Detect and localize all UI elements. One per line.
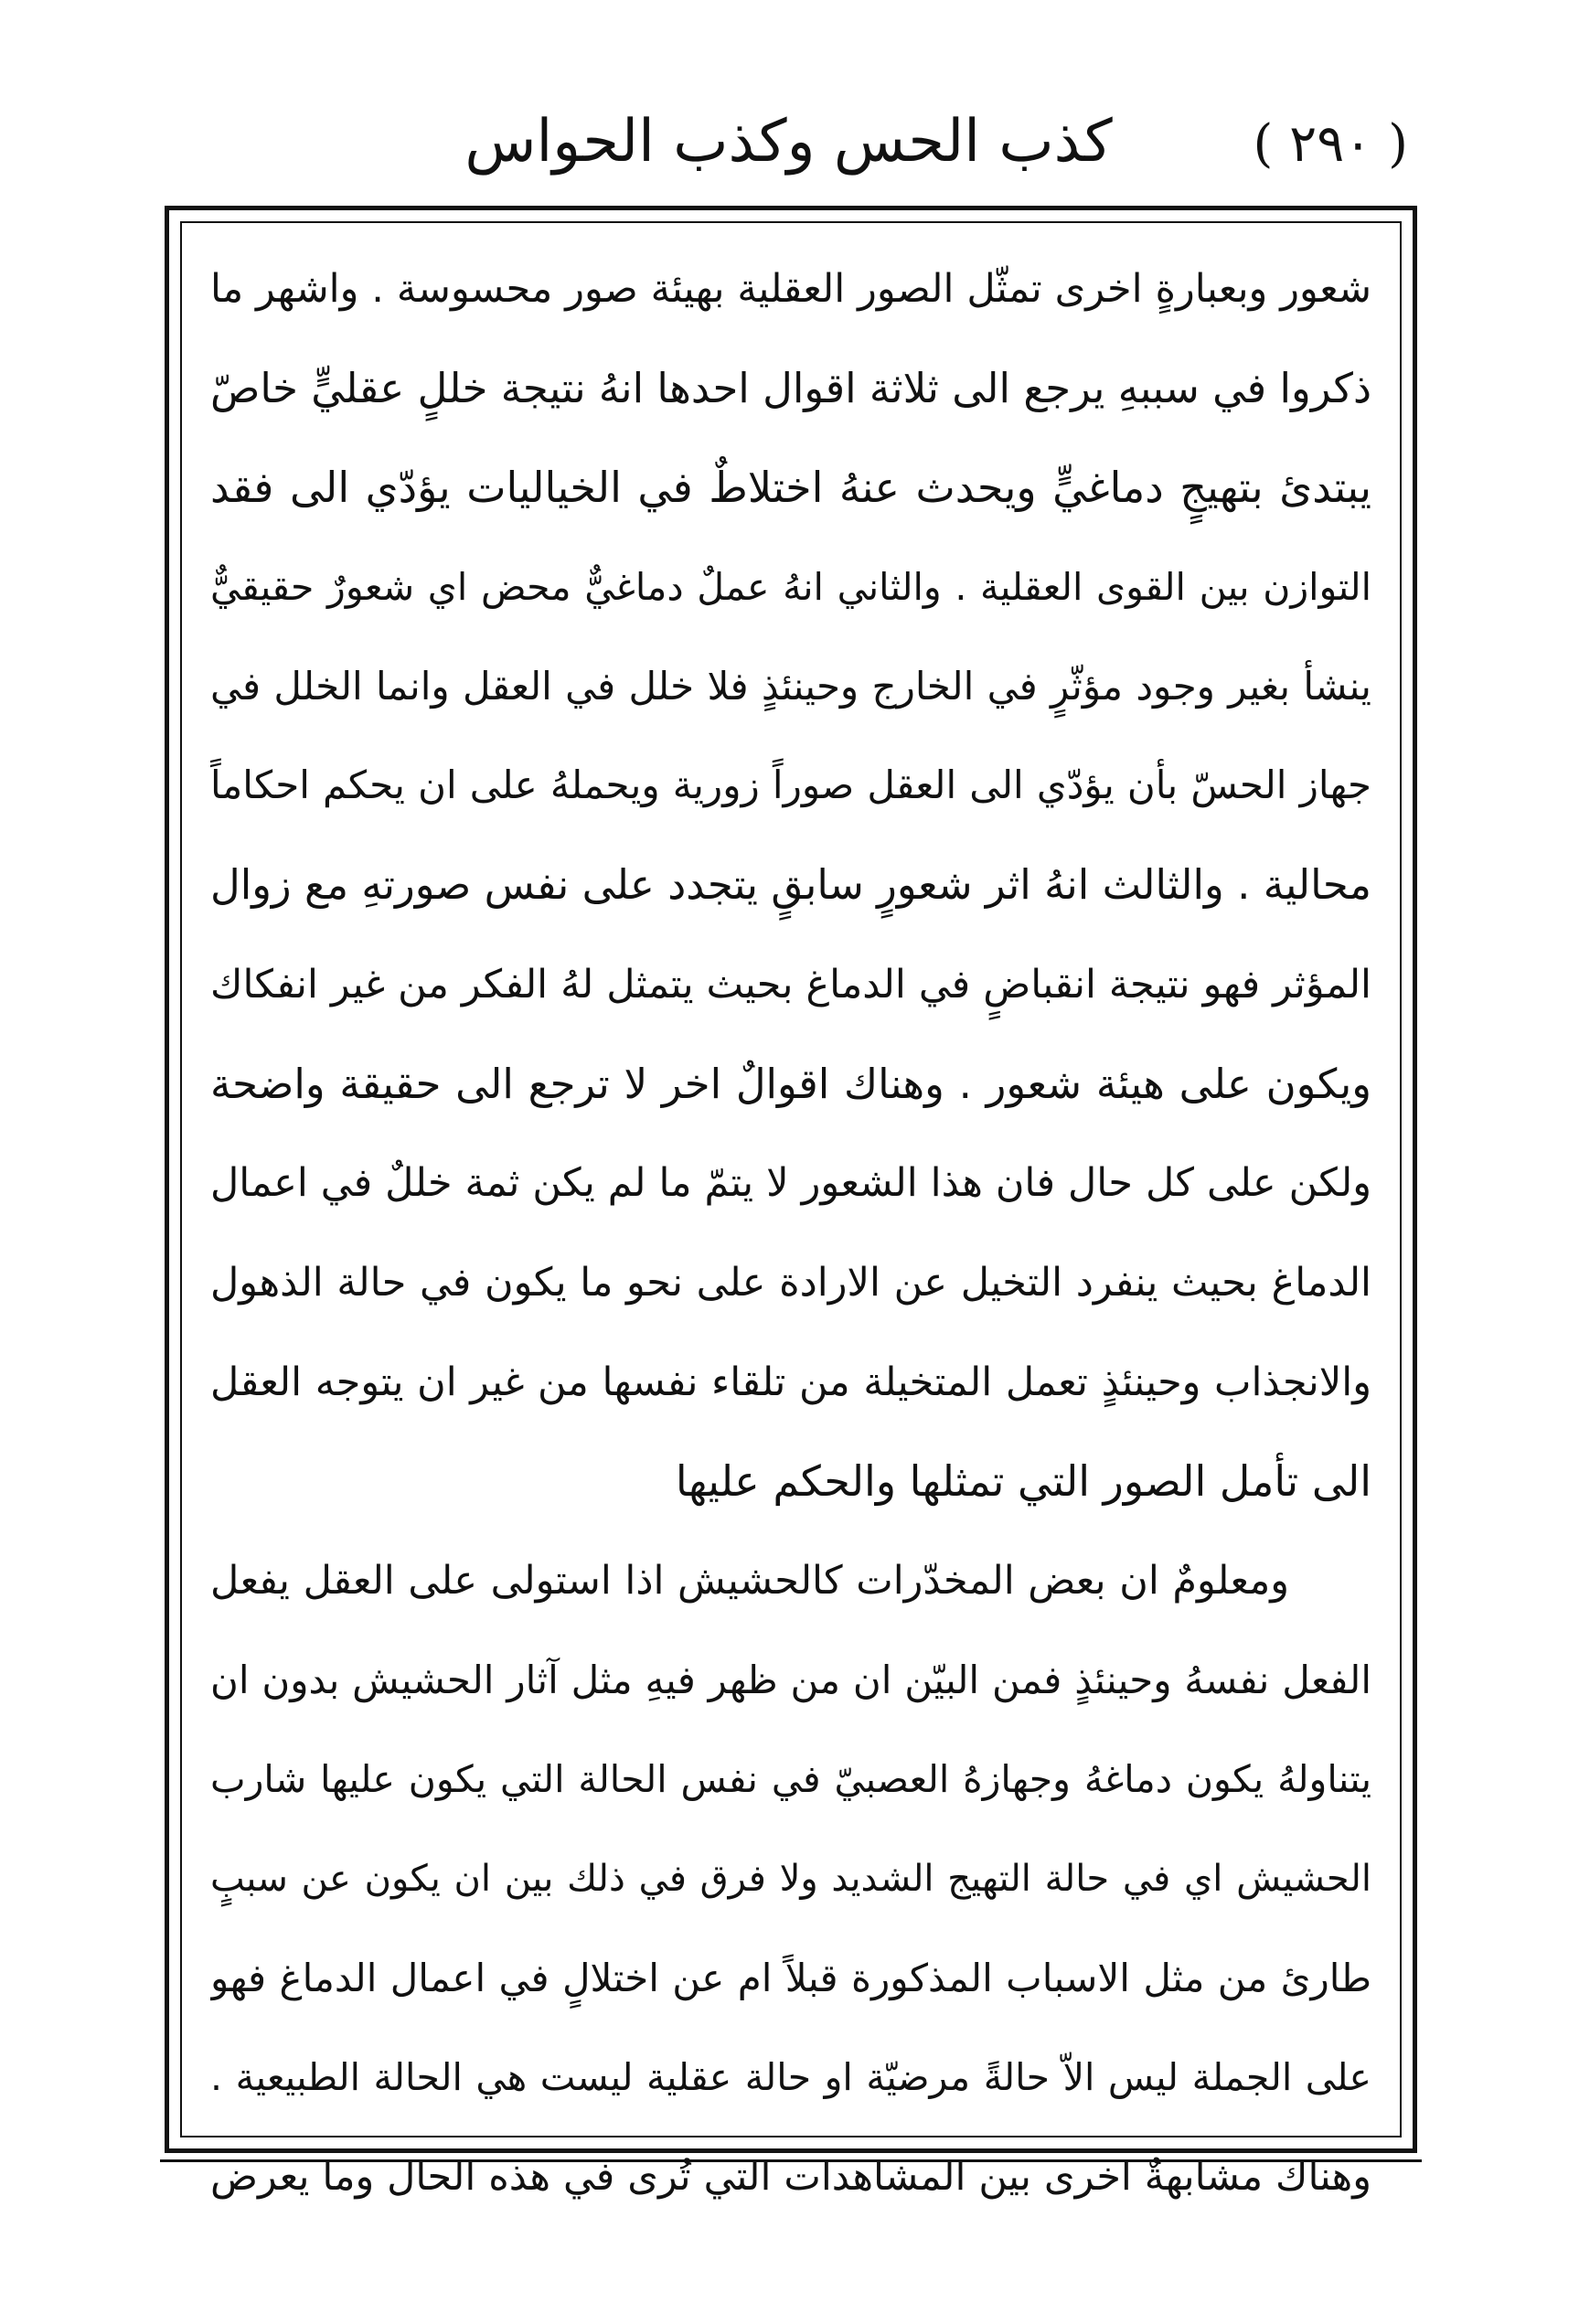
text-line: الفعل نفسهُ وحينئذٍ فمن البيّن ان من ظهر فيهِ مثل آثار الحشيش بدون ان	[210, 1657, 1371, 1702]
text-line: يتناولهُ يكون دماغهُ وجهازهُ العصبيّ في نفس الحالة التي يكون عليها شارب	[210, 1757, 1371, 1802]
text-line: وهناك مشابهةٌ اخرى بين المشاهدات التي تُرى في هذه الحال وما يعرض	[210, 2154, 1371, 2201]
running-head	[169, 105, 1408, 187]
running-title: كذب الحس وكذب الحواس	[464, 108, 1113, 176]
text-line: شعور وبعبارةٍ اخرى تمثّل الصور العقلية بهيئة صور محسوسة . واشهر ما	[210, 266, 1371, 312]
text-line: محالية . والثالث انهُ اثر شعورٍ سابقٍ يتجدد على نفس صورتهِ مع زوال	[210, 860, 1371, 910]
text-line: التوازن بين القوى العقلية . والثاني انهُ عملٌ دماغيٌّ محض اي شعورٌ حقيقيٌّ	[210, 565, 1371, 610]
text-line: يبتدئ بتهيجٍ دماغيٍّ ويحدث عنهُ اختلاطٌ في الخياليات يؤدّي الى فقد	[210, 463, 1371, 513]
text-line: المؤثر فهو نتيجة انقباضٍ في الدماغ بحيث يتمثل لهُ الفكر من غير انفكاك	[210, 961, 1371, 1007]
page-number: ( ٢٩٠ )	[1253, 114, 1408, 174]
text-line: على الجملة ليس الاّ حالةً مرضيّة او حالة عقلية ليست هي الحالة الطبيعية .	[210, 2055, 1371, 2100]
text-line: ينشأ بغير وجود مؤثّرٍ في الخارج وحينئذٍ فلا خلل في العقل وانما الخلل في	[210, 663, 1371, 709]
text-line: طارئ من مثل الاسباب المذكورة قبلاً ام عن اختلالٍ في اعمال الدماغ فهو	[210, 1955, 1371, 2000]
text-line: جهاز الحسّ بأن يؤدّي الى العقل صوراً زورية ويحملهُ على ان يحكم احكاماً	[210, 762, 1371, 808]
text-line: ويكون على هيئة شعور . وهناك اقوالٌ اخر لا ترجع الى حقيقة واضحة	[210, 1059, 1371, 1108]
paragraph-end-line: الى تأمل الصور التي تمثلها والحكم عليها	[675, 1456, 1371, 1507]
text-line: والانجذاب وحينئذٍ تعمل المتخيلة من تلقاء نفسها من غير ان يتوجه العقل	[210, 1359, 1371, 1405]
text-line: ولكن على كل حال فان هذا الشعور لا يتمّ ما لم يكن ثمة خللٌ في اعمال	[210, 1160, 1371, 1207]
paragraph-start-line: ومعلومٌ ان بعض المخدّرات كالحشيش اذا استولى على العقل يفعل	[210, 1557, 1289, 1604]
text-line: ذكروا في سببهِ يرجع الى ثلاثة اقوال احدها انهُ نتيجة خللٍ عقليٍّ خاصّ	[210, 363, 1371, 412]
body-text	[210, 240, 1371, 2201]
text-line: الحشيش اي في حالة التهيج الشديد ولا فرق في ذلك بين ان يكون عن سببٍ	[210, 1858, 1371, 1900]
text-line: الدماغ بحيث ينفرد التخيل عن الارادة على نحو ما يكون في حالة الذهول	[210, 1259, 1371, 1306]
